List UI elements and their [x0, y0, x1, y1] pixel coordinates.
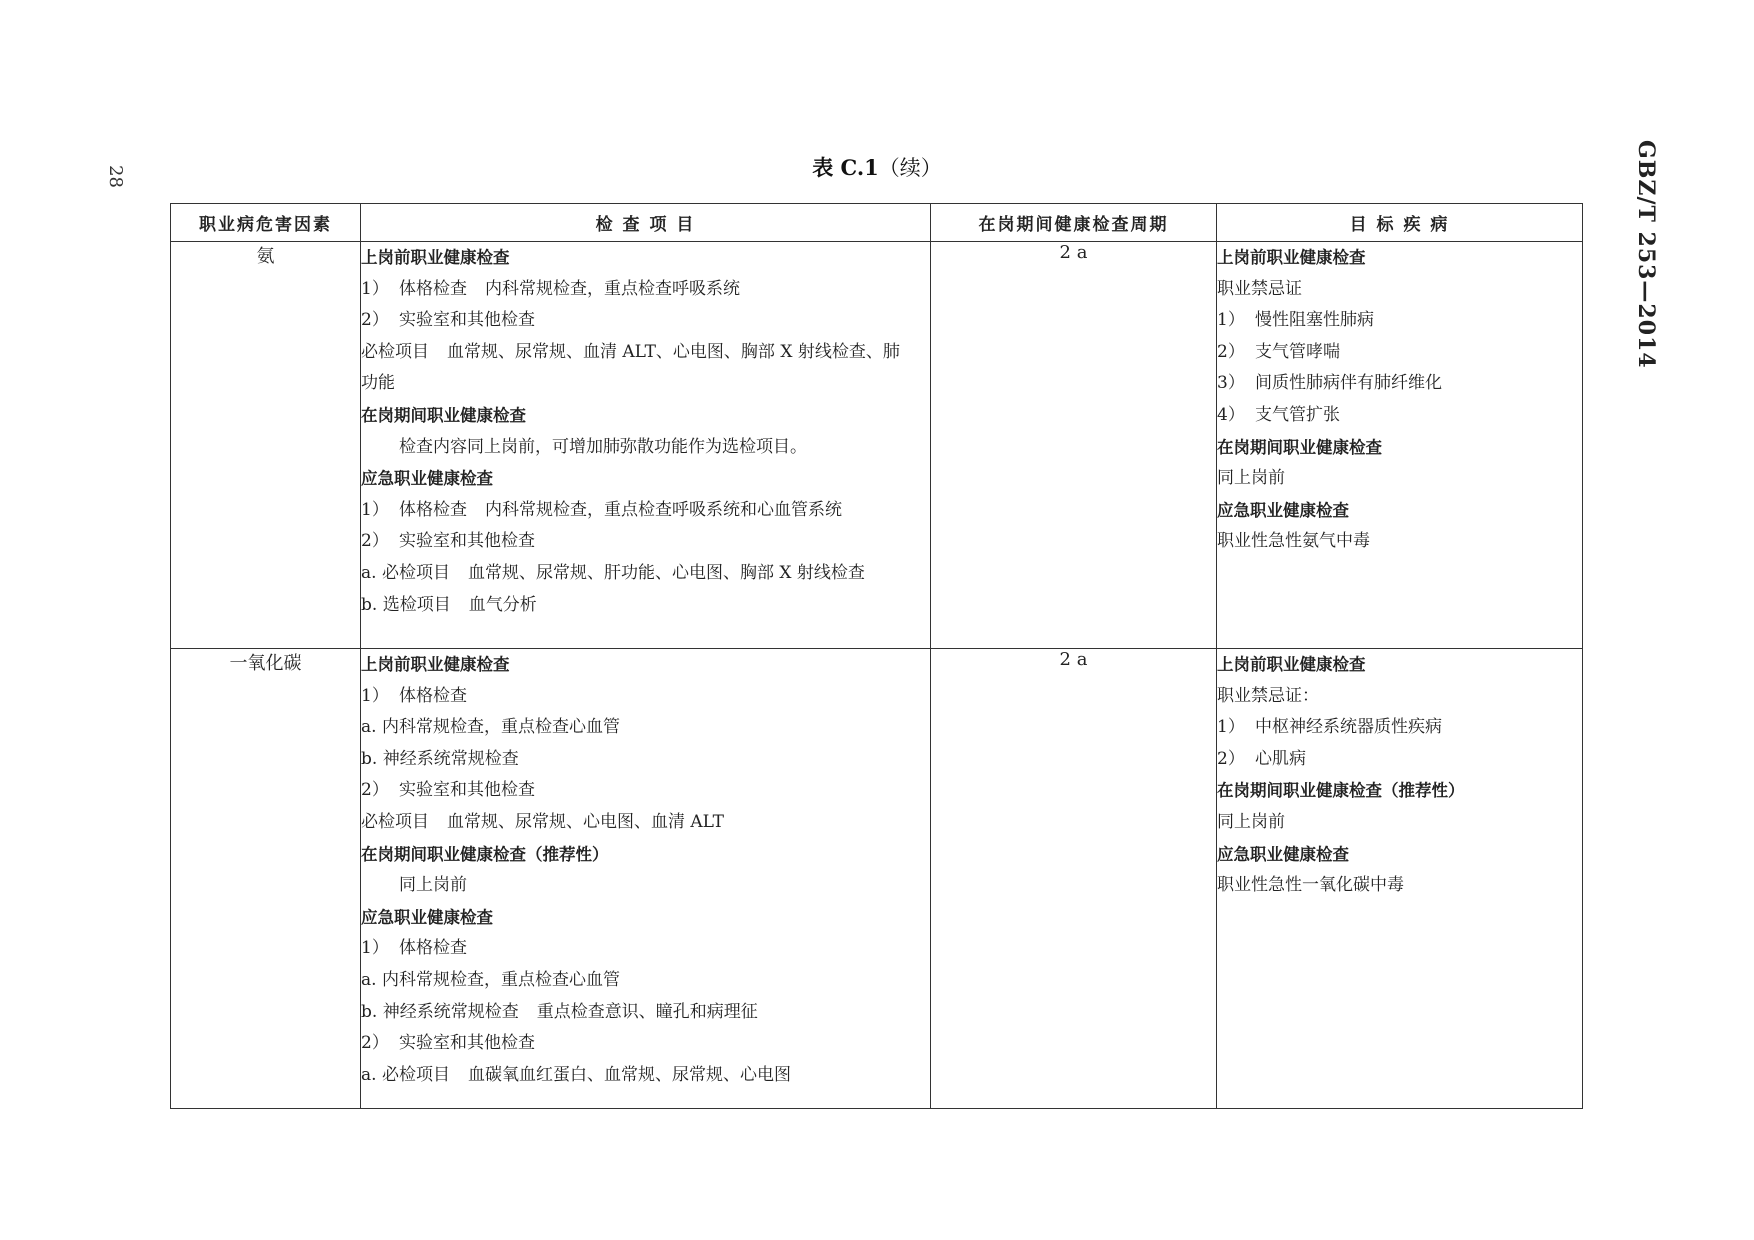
list-item: 必检项目 血常规、尿常规、血清 ALT、心电图、胸部 X 射线检查、肺 [361, 341, 900, 362]
list-item: a. 必检项目 血碳氧血红蛋白、血常规、尿常规、心电图 [361, 1064, 791, 1085]
list-item: 3） 间质性肺病伴有肺纤维化 [1217, 373, 1442, 394]
header-period: 在岗期间健康检查周期 [931, 204, 1217, 242]
list-item: 职业性急性氨气中毒 [1217, 531, 1370, 552]
period-cell: 2 a [931, 242, 1217, 649]
section-heading: 应急职业健康检查 [361, 469, 493, 489]
list-item: 2） 实验室和其他检查 [361, 780, 535, 801]
list-item: a. 内科常规检查，重点检查心血管 [361, 717, 620, 738]
list-item: 同上岗前 [1217, 468, 1285, 489]
header-diseases: 目 标 疾 病 [1217, 204, 1583, 242]
table-row [171, 242, 1583, 649]
section-heading: 上岗前职业健康检查 [1217, 655, 1366, 674]
table-title-main: 表 C.1 [812, 155, 879, 180]
items-cell [361, 242, 931, 649]
section-heading: 在岗期间职业健康检查 [1217, 437, 1382, 457]
hazard-cell: 一氧化碳 [171, 649, 361, 1109]
list-item: 1） 体格检查 内科常规检查，重点检查呼吸系统 [361, 278, 740, 299]
section-heading: 上岗前职业健康检查 [361, 655, 510, 674]
list-item: 同上岗前 [399, 875, 467, 896]
page-number: 28 [105, 165, 126, 188]
list-item: 功能 [361, 373, 395, 394]
list-item: 同上岗前 [1217, 811, 1285, 832]
list-item: 2） 实验室和其他检查 [361, 1033, 535, 1054]
diseases-cell [1217, 649, 1583, 1109]
table-title-suffix: （续） [878, 156, 942, 180]
section-heading: 在岗期间职业健康检查 [361, 405, 526, 425]
list-item: a. 内科常规检查，重点检查心血管 [361, 969, 620, 990]
section-heading: 应急职业健康检查 [1217, 500, 1349, 520]
health-check-table [170, 203, 1583, 1109]
hazard-cell: 氨 [171, 242, 361, 649]
list-item: b. 选检项目 血气分析 [361, 594, 537, 615]
list-item: 1） 慢性阻塞性肺病 [1217, 310, 1374, 331]
list-item: 1） 中枢神经系统器质性疾病 [1217, 717, 1442, 738]
list-item: 1） 体格检查 [361, 938, 467, 959]
section-heading: 应急职业健康检查 [1217, 844, 1349, 864]
section-heading: 上岗前职业健康检查 [361, 248, 510, 267]
section-heading: 应急职业健康检查 [361, 907, 493, 927]
list-item: 2） 心肌病 [1217, 748, 1306, 769]
section-heading: 在岗期间职业健康检查（推荐性） [361, 844, 609, 864]
standard-code: GBZ/T 253—2014 [1633, 140, 1659, 369]
list-item: b. 神经系统常规检查 重点检查意识、瞳孔和病理征 [361, 1001, 758, 1022]
items-cell [361, 649, 931, 1109]
list-item: 检查内容同上岗前，可增加肺弥散功能作为选检项目。 [399, 436, 807, 457]
list-item: 2） 实验室和其他检查 [361, 310, 535, 331]
table-row [171, 649, 1583, 1109]
period-cell: 2 a [931, 649, 1217, 1109]
list-item: 4） 支气管扩张 [1217, 404, 1340, 425]
list-item: 1） 体格检查 内科常规检查，重点检查呼吸系统和心血管系统 [361, 499, 842, 520]
section-heading: 在岗期间职业健康检查（推荐性） [1217, 781, 1465, 801]
list-item: a. 必检项目 血常规、尿常规、肝功能、心电图、胸部 X 射线检查 [361, 562, 865, 583]
list-item: 职业性急性一氧化碳中毒 [1217, 875, 1404, 896]
list-item: 2） 实验室和其他检查 [361, 531, 535, 552]
list-item: b. 神经系统常规检查 [361, 748, 519, 769]
header-hazard: 职业病危害因素 [171, 204, 361, 242]
section-heading: 上岗前职业健康检查 [1217, 248, 1366, 267]
list-item: 必检项目 血常规、尿常规、心电图、血清 ALT [361, 811, 724, 832]
diseases-cell [1217, 242, 1583, 649]
list-item: 职业禁忌证 [1217, 278, 1302, 299]
list-item: 2） 支气管哮喘 [1217, 341, 1340, 362]
list-item: 职业禁忌证： [1217, 685, 1319, 706]
table-title [0, 152, 1754, 182]
list-item: 1） 体格检查 [361, 685, 467, 706]
header-items: 检 查 项 目 [361, 204, 931, 242]
table-header-row [171, 204, 1583, 242]
